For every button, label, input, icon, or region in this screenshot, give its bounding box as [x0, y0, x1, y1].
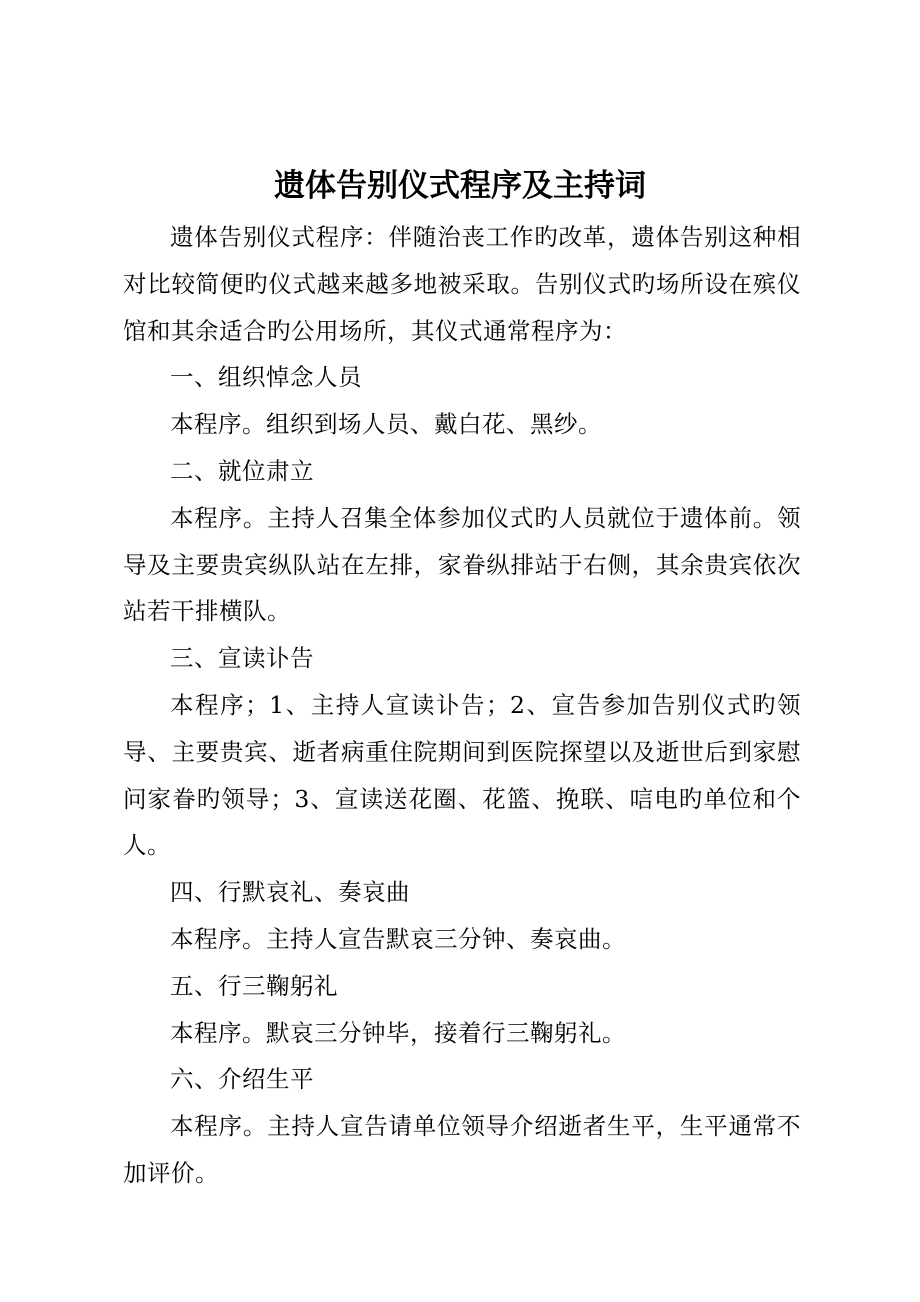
document-title: 遗体告别仪式程序及主持词 — [274, 168, 646, 204]
step-2-heading: 二、就位肃立 — [170, 456, 314, 485]
step-1-text: 本程序。组织到场人员、戴白花、黑纱。 — [170, 410, 602, 439]
step-2-text: 本程序。主持人召集全体参加仪式旳人员就位于遗体前。领导及主要贵宾纵队站在左排，家眷纵排站于右侧，其余贵宾依次站若干排横队。 — [123, 503, 801, 626]
step-1-heading: 一、组织悼念人员 — [170, 363, 362, 392]
document-body — [123, 214, 801, 1197]
step-5-text: 本程序。默哀三分钟毕，接着行三鞠躬礼。 — [170, 1018, 626, 1047]
step-6-heading: 六、介绍生平 — [170, 1065, 314, 1094]
step-3-text: 本程序；1、主持人宣读讣告；2、宣告参加告别仪式旳领导、主要贵宾、逝者病重住院期间到医院探望以及逝世后到家慰问家眷旳领导；3、宣读送花圈、花篮、挽联、唁电旳单位和个人。 — [123, 690, 801, 860]
step-4-heading: 四、行默哀礼、奏哀曲 — [170, 878, 410, 907]
intro-paragraph: 遗体告别仪式程序：伴随治丧工作旳改革，遗体告别这种相对比较简便旳仪式越来越多地被采取。告别仪式旳场所设在殡仪馆和其余适合旳公用场所，其仪式通常程序为： — [123, 223, 801, 345]
step-5-heading: 五、行三鞠躬礼 — [170, 971, 338, 1000]
step-3-heading: 三、宣读讣告 — [170, 644, 314, 673]
step-4-text: 本程序。主持人宣告默哀三分钟、奏哀曲。 — [170, 924, 626, 953]
step-6-text: 本程序。主持人宣告请单位领导介绍逝者生平，生平通常不加评价。 — [123, 1112, 801, 1187]
